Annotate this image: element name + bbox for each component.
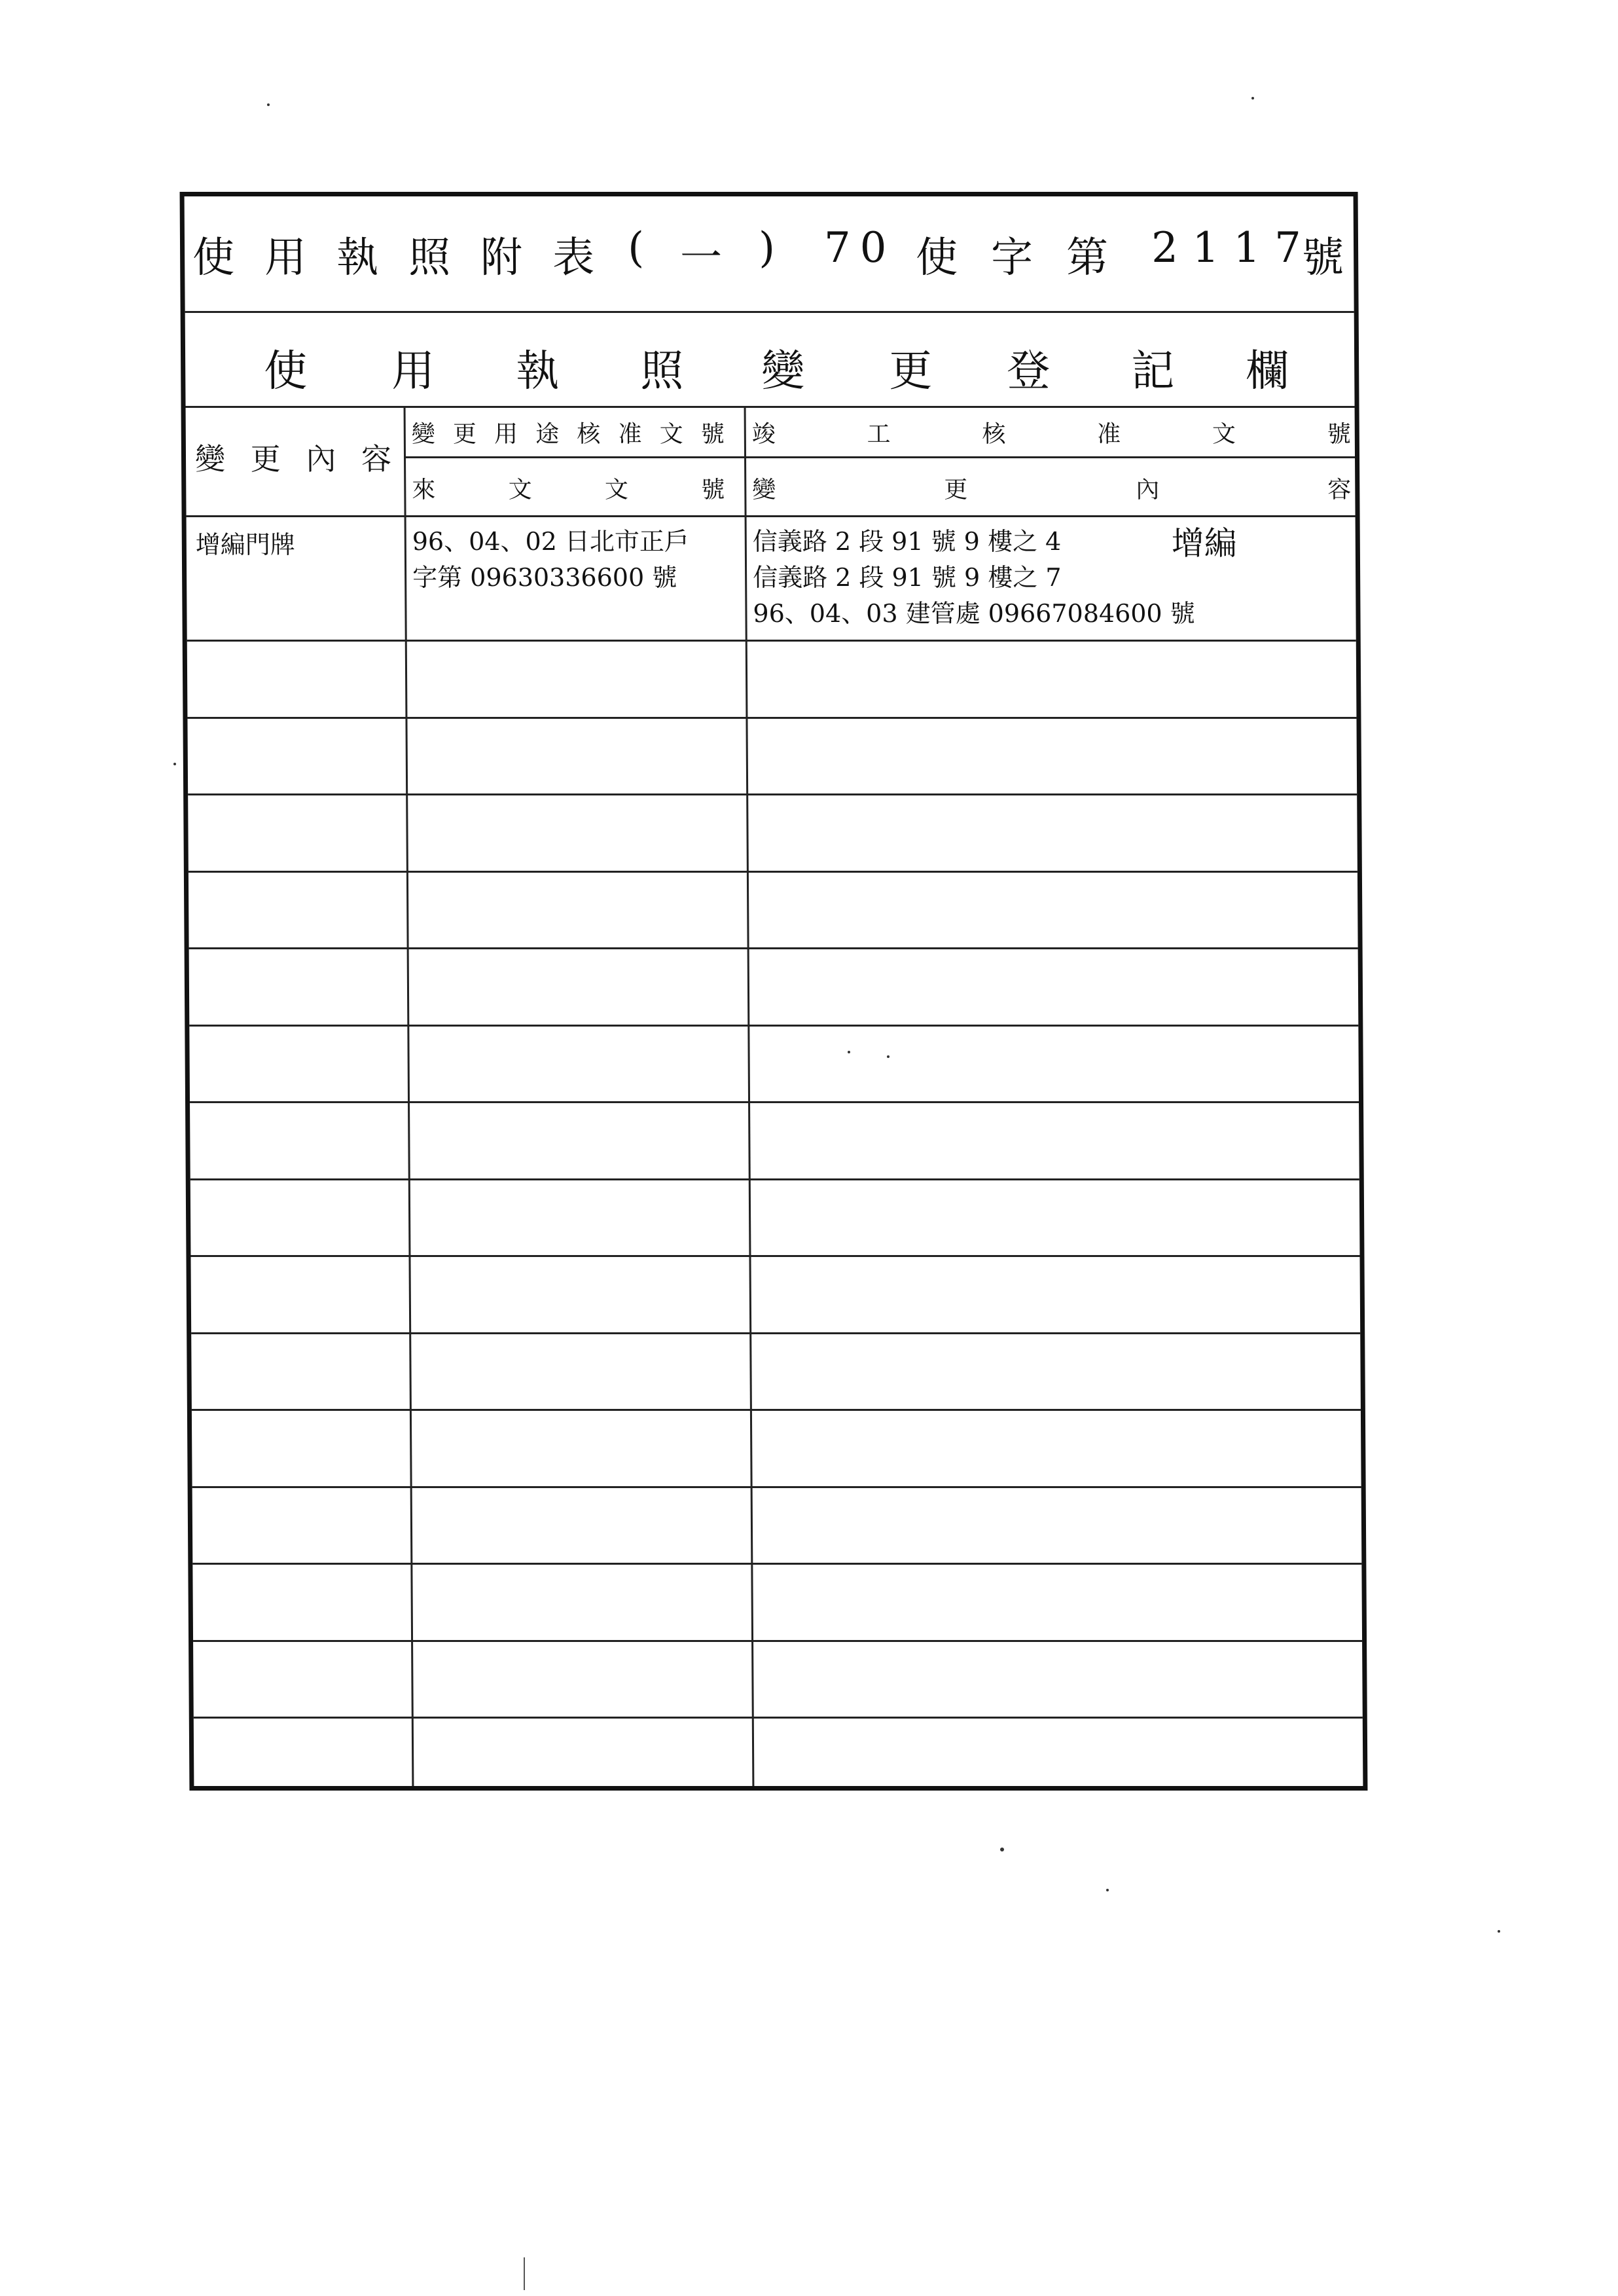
- row-rule: [189, 947, 1358, 949]
- usage-permit-change-form: [180, 192, 1368, 1791]
- title-char: 表: [552, 234, 596, 282]
- entry-details: [753, 524, 1195, 632]
- header-char: 更: [944, 477, 968, 503]
- row-rule: [193, 1640, 1362, 1642]
- entry-detail-line-1: 信義路 2 段 91 號 9 樓之 4: [752, 527, 1062, 556]
- header-completion-approval-no: [752, 416, 1351, 449]
- row-rule: [187, 640, 1356, 642]
- form-number: 70: [823, 224, 896, 272]
- title-char: 使: [192, 234, 236, 282]
- scan-speck: [887, 1055, 890, 1058]
- title-prefix-char: 第: [1066, 234, 1110, 282]
- header-char: 文: [604, 477, 629, 503]
- title-char: ): [758, 224, 777, 272]
- row-rule: [192, 1486, 1361, 1488]
- subtitle-char: 照: [639, 346, 684, 396]
- title-char: (: [627, 224, 646, 272]
- row-rule: [190, 1255, 1359, 1257]
- row-rule: [188, 793, 1357, 795]
- scan-speck: [848, 1051, 850, 1053]
- form-title-row: [185, 196, 1354, 313]
- row-rule: [189, 1025, 1358, 1027]
- title-char: 執: [336, 234, 380, 282]
- entry-document-line-1: 96、04、02 日北市正戶: [412, 527, 690, 556]
- header-char: 工: [867, 421, 891, 448]
- handwritten-note: 增編: [1171, 524, 1237, 562]
- subtitle-char: 用: [391, 346, 435, 396]
- row-rule: [187, 717, 1356, 719]
- header-top-rule: [186, 406, 1355, 408]
- scan-speck: [1106, 1889, 1109, 1891]
- header-char: 號: [1327, 421, 1351, 448]
- header-char: 准: [618, 421, 642, 448]
- title-prefix-char: 字: [990, 234, 1035, 282]
- header-char: 文: [1212, 421, 1236, 448]
- row-rule: [190, 1101, 1359, 1103]
- scan-speck: [267, 103, 270, 106]
- header-char: 內: [1136, 477, 1160, 503]
- header-char: 號: [701, 477, 725, 503]
- header-char: 容: [361, 441, 392, 477]
- header-char: 容: [1327, 477, 1352, 503]
- entry-detail-line-2: 信義路 2 段 91 號 9 樓之 7: [753, 563, 1062, 592]
- scan-speck: [1498, 1930, 1500, 1933]
- entry-detail-line-3: 96、04、03 建管處 09667084600 號: [753, 599, 1195, 628]
- title-char: 照: [408, 234, 452, 282]
- subtitle-char: 使: [263, 346, 308, 396]
- header-char: 核: [577, 421, 601, 448]
- row-rule: [190, 1178, 1359, 1180]
- entry-document-no: [412, 524, 690, 596]
- scan-speck: [173, 763, 176, 765]
- header-char: 變: [194, 441, 226, 477]
- title-char: 一: [679, 234, 724, 282]
- subtitle-char: 變: [761, 346, 805, 396]
- header-incoming-doc-no: [412, 471, 725, 505]
- header-char: 更: [452, 421, 477, 448]
- entry-document-line-2: 字第 09630336600 號: [412, 563, 677, 592]
- title-char: 用: [264, 234, 308, 282]
- header-char: 來: [412, 477, 436, 503]
- subtitle-char: 登: [1006, 346, 1051, 396]
- row-rule: [192, 1563, 1361, 1565]
- subtitle-char: 執: [515, 346, 560, 396]
- title-char: 附: [480, 234, 524, 282]
- row-rule: [194, 1717, 1363, 1719]
- header-char: 文: [508, 477, 532, 503]
- column-divider-1: [404, 406, 414, 1786]
- header-char: 更: [250, 441, 281, 477]
- header-char: 變: [411, 421, 435, 448]
- header-char: 變: [752, 477, 776, 503]
- entry-change-type: 增編門牌: [195, 530, 295, 559]
- permit-number: 2117: [1151, 224, 1316, 272]
- header-char: 准: [1097, 421, 1121, 448]
- scan-mark: [524, 2257, 525, 2290]
- subtitle-char: 欄: [1245, 346, 1289, 396]
- subtitle-char: 記: [1130, 346, 1175, 396]
- subtitle-char: 更: [888, 346, 933, 396]
- scan-speck: [1251, 97, 1254, 100]
- title-suffix: 號: [1301, 234, 1346, 282]
- row-rule: [189, 871, 1357, 873]
- form-subtitle: [185, 311, 1355, 408]
- row-rule: [191, 1332, 1360, 1334]
- header-char: 竣: [751, 421, 776, 448]
- scan-speck: [1000, 1848, 1004, 1851]
- header-mid-rule: [404, 456, 1355, 458]
- header-change-content: [195, 435, 391, 479]
- header-char: 號: [700, 421, 725, 448]
- header-char: 途: [535, 421, 560, 448]
- header-char: 文: [659, 421, 683, 448]
- header-char: 用: [494, 421, 518, 448]
- header-change-details: [752, 471, 1351, 505]
- row-rule: [192, 1409, 1361, 1411]
- header-char: 核: [982, 421, 1006, 448]
- header-use-change-approval-no: [412, 416, 725, 449]
- header-char: 內: [306, 441, 336, 477]
- title-prefix-char: 使: [915, 234, 960, 282]
